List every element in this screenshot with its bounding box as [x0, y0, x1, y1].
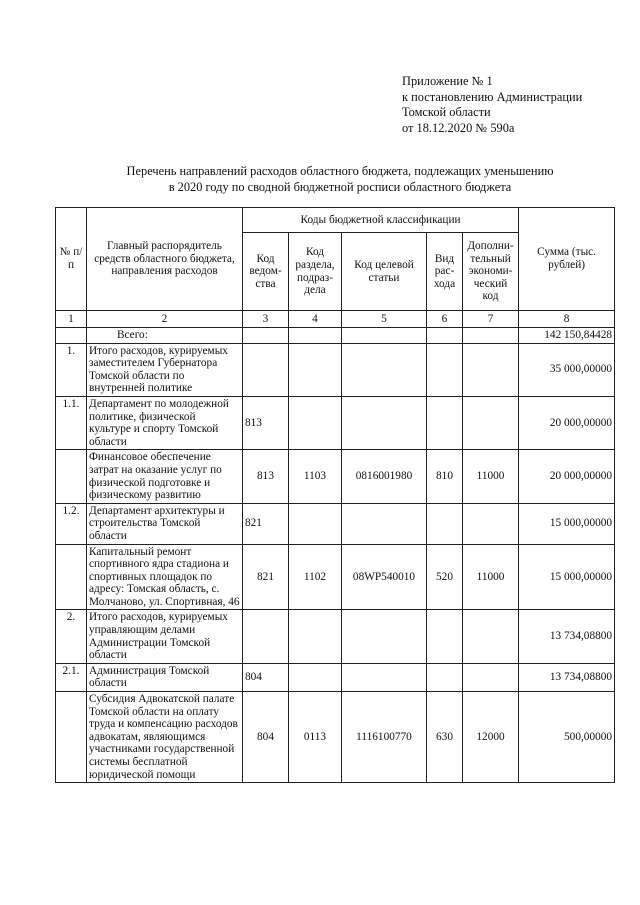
cell-extra — [463, 328, 519, 344]
cell-dept: 821 — [243, 503, 289, 544]
cell-extra — [463, 343, 519, 396]
cell-sum: 13 734,08800 — [519, 610, 615, 663]
cell-section: 1103 — [289, 450, 342, 503]
cell-section — [289, 328, 342, 344]
table-row — [56, 450, 615, 503]
cell-extra: 12000 — [463, 692, 519, 783]
cell-extra: 11000 — [463, 450, 519, 503]
cell-type — [427, 503, 463, 544]
cell-num — [56, 450, 87, 503]
cell-section — [289, 503, 342, 544]
cell-extra: 11000 — [463, 544, 519, 610]
cell-dept: 804 — [243, 663, 289, 691]
cell-sum: 500,00000 — [519, 692, 615, 783]
cell-sum: 35 000,00000 — [519, 343, 615, 396]
cell-type — [427, 663, 463, 691]
cell-extra — [463, 396, 519, 449]
cell-type — [427, 396, 463, 449]
cell-num: 2.1. — [56, 663, 87, 691]
cell-extra — [463, 503, 519, 544]
cell-num: 1.2. — [56, 503, 87, 544]
table-row — [56, 544, 615, 610]
header-num: № п/п — [56, 208, 87, 311]
cell-extra — [463, 610, 519, 663]
cell-num — [56, 328, 87, 344]
col-number: 2 — [87, 311, 243, 328]
cell-dept: 821 — [243, 544, 289, 610]
table-row — [56, 396, 615, 449]
col-number: 1 — [56, 311, 87, 328]
table-row — [56, 663, 615, 691]
cell-section — [289, 610, 342, 663]
cell-target — [342, 610, 427, 663]
col-number: 4 — [289, 311, 342, 328]
cell-type: 810 — [427, 450, 463, 503]
cell-target — [342, 343, 427, 396]
cell-sum: 20 000,00000 — [519, 450, 615, 503]
header-sum: Сумма (тыс. рублей) — [519, 208, 615, 311]
col-number: 8 — [519, 311, 615, 328]
cell-section: 0113 — [289, 692, 342, 783]
col-number: 5 — [342, 311, 427, 328]
cell-type — [427, 328, 463, 344]
cell-section — [289, 396, 342, 449]
header-type: Вид рас-хода — [427, 233, 463, 311]
cell-name: Субсидия Адвокатской палате Томской области на оплату труда и компенсацию расходов адвокатам, являющимся участниками государственной системы бесплатной юридической помощи — [87, 692, 243, 783]
cell-dept — [243, 328, 289, 344]
cell-dept — [243, 610, 289, 663]
cell-num: 1.1. — [56, 396, 87, 449]
cell-target — [342, 328, 427, 344]
cell-dept: 813 — [243, 396, 289, 449]
cell-num: 2. — [56, 610, 87, 663]
header-manager: Главный распорядитель средств областного бюджета, направления расходов — [87, 208, 243, 311]
col-number: 6 — [427, 311, 463, 328]
header-target: Код целевой статьи — [342, 233, 427, 311]
cell-section — [289, 343, 342, 396]
cell-sum: 13 734,08800 — [519, 663, 615, 691]
cell-target: 0816001980 — [342, 450, 427, 503]
cell-type: 520 — [427, 544, 463, 610]
header-dept: Код ведом-ства — [243, 233, 289, 311]
cell-name: Итого расходов, курируемых управляющим делами Администрации Томской области — [87, 610, 243, 663]
cell-name: Итого расходов, курируемых заместителем Губернатора Томской области по внутренней политике — [87, 343, 243, 396]
cell-dept: 813 — [243, 450, 289, 503]
cell-num: 1. — [56, 343, 87, 396]
cell-section: 1102 — [289, 544, 342, 610]
cell-target: 08WP540010 — [342, 544, 427, 610]
col-number: 3 — [243, 311, 289, 328]
cell-type — [427, 610, 463, 663]
appendix-line-2: к постановлению Администрации — [402, 89, 583, 104]
cell-name: Администрация Томской области — [87, 663, 243, 691]
cell-type: 630 — [427, 692, 463, 783]
cell-sum: 20 000,00000 — [519, 396, 615, 449]
cell-dept — [243, 343, 289, 396]
cell-dept: 804 — [243, 692, 289, 783]
cell-target — [342, 663, 427, 691]
cell-target — [342, 503, 427, 544]
cell-name: Капитальный ремонт спортивного ядра стадиона и спортивных площадок по адресу: Томская область, с. Молчаново, ул. Спортивная, 46 — [87, 544, 243, 610]
header-codes-group: Коды бюджетной классификации — [243, 208, 519, 233]
table-row — [56, 503, 615, 544]
table-row — [56, 610, 615, 663]
appendix-block — [402, 74, 582, 136]
cell-sum: 142 150,84428 — [519, 328, 615, 344]
appendix-line-1: Приложение № 1 — [402, 74, 493, 88]
cell-target — [342, 396, 427, 449]
cell-name: Департамент архитектуры и строительства Томской области — [87, 503, 243, 544]
title-line-2: в 2020 году по сводной бюджетной росписи областного бюджета — [168, 179, 512, 194]
expenses-table — [55, 207, 615, 783]
cell-section — [289, 663, 342, 691]
col-number: 7 — [463, 311, 519, 328]
cell-target: 1116100770 — [342, 692, 427, 783]
cell-name: Департамент по молодежной политике, физической культуре и спорту Томской области — [87, 396, 243, 449]
table-row — [56, 328, 615, 344]
cell-num — [56, 692, 87, 783]
table-row — [56, 692, 615, 783]
cell-sum: 15 000,00000 — [519, 544, 615, 610]
header-section: Код раздела, подраз-дела — [289, 233, 342, 311]
title-line-1: Перечень направлений расходов областного бюджета, подлежащих уменьшению — [126, 164, 554, 178]
cell-name: Финансовое обеспечение затрат на оказание услуг по физической подготовке и физическому развитию — [87, 450, 243, 503]
header-extra: Дополни-тельный экономи-ческий код — [463, 233, 519, 311]
table-row — [56, 343, 615, 396]
appendix-line-3: Томской области — [402, 105, 491, 119]
appendix-line-4: от 18.12.2020 № 590а — [402, 120, 515, 135]
cell-sum: 15 000,00000 — [519, 503, 615, 544]
cell-name: Всего: — [87, 328, 243, 344]
cell-extra — [463, 663, 519, 691]
document-title — [60, 164, 620, 195]
cell-num — [56, 544, 87, 610]
cell-type — [427, 343, 463, 396]
